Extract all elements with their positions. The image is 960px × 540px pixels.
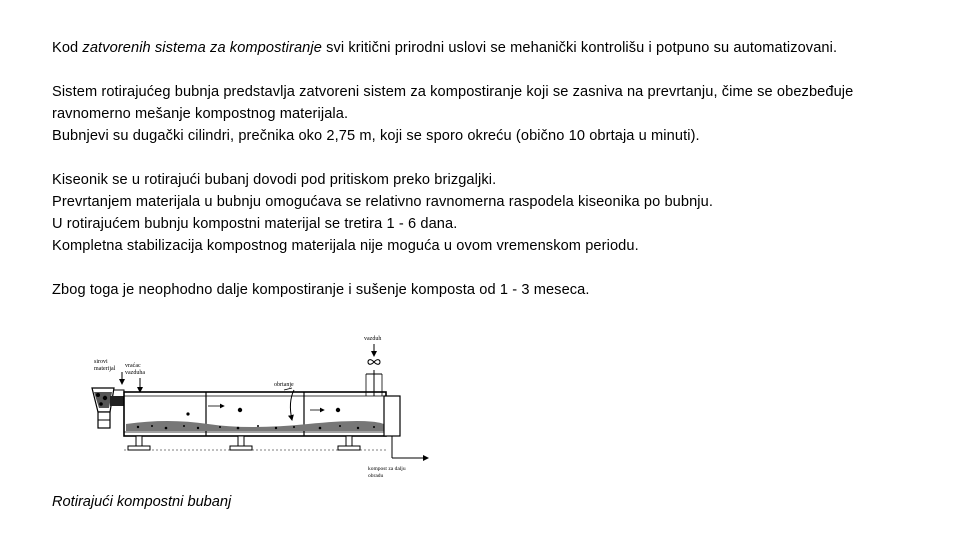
feed-hopper bbox=[92, 388, 124, 428]
label-compost-2: obradu bbox=[368, 473, 384, 479]
paragraph-distribution: Prevrtanjem materijala u bubnju omogućava se relativno ravnomerna raspodela kiseonika po bubnju. bbox=[52, 194, 714, 210]
label-raw-material-1: sirovi bbox=[94, 359, 108, 365]
label-air: vazduh bbox=[364, 336, 382, 342]
drum-supports bbox=[128, 436, 360, 450]
paragraph-closed-systems bbox=[52, 37, 912, 59]
label-return-air-1: vraćac bbox=[125, 363, 141, 369]
label-raw-material-2: materijal bbox=[94, 366, 116, 372]
paragraph-oxygen: Kiseonik se u rotirajući bubanj dovodi pod pritiskom preko brizgaljki. bbox=[52, 172, 497, 188]
figure-caption: Rotirajući kompostni bubanj bbox=[52, 494, 232, 510]
paragraph-drum-size: Bubnjevi su dugački cilindri, prečnika oko 2,75 m, koji se sporo okreću (obično 10 obrtaja u minuti). bbox=[52, 128, 700, 144]
paragraph-drum-system: Sistem rotirajućeg bubnja predstavlja zatvoreni sistem za kompostiranje koji se zasniva na prevrtanju, čime se obezbeđuje ravnomerno mešanje kompostnog materijala. bbox=[52, 84, 854, 122]
closed-systems-emphasis: zatvorenih sistema za kompostiranje bbox=[82, 40, 322, 56]
p1-suffix: svi kritični prirodni uslovi se mehanički kontrolišu i potpuno su automatizovani. bbox=[321, 40, 838, 56]
rotating-drum-diagram bbox=[88, 330, 443, 480]
label-return-air-2: vazduha bbox=[125, 370, 145, 376]
rotating-drum bbox=[124, 388, 386, 436]
paragraph-duration: U rotirajućem bubnju kompostni materijal se tretira 1 - 6 dana. bbox=[52, 216, 458, 232]
paragraph-further-composting: Zbog toga je neophodno dalje kompostiranje i sušenje komposta od 1 - 3 meseca. bbox=[52, 282, 590, 298]
body-text bbox=[52, 37, 912, 301]
air-fan bbox=[366, 344, 382, 396]
label-rotation: obrtanje bbox=[274, 382, 294, 388]
paragraph-stabilization: Kompletna stabilizacija kompostnog materijala nije moguća u ovom vremenskom periodu. bbox=[52, 238, 639, 254]
p1-prefix: Kod bbox=[52, 40, 83, 56]
label-compost-1: kompost za dalju bbox=[368, 466, 406, 472]
